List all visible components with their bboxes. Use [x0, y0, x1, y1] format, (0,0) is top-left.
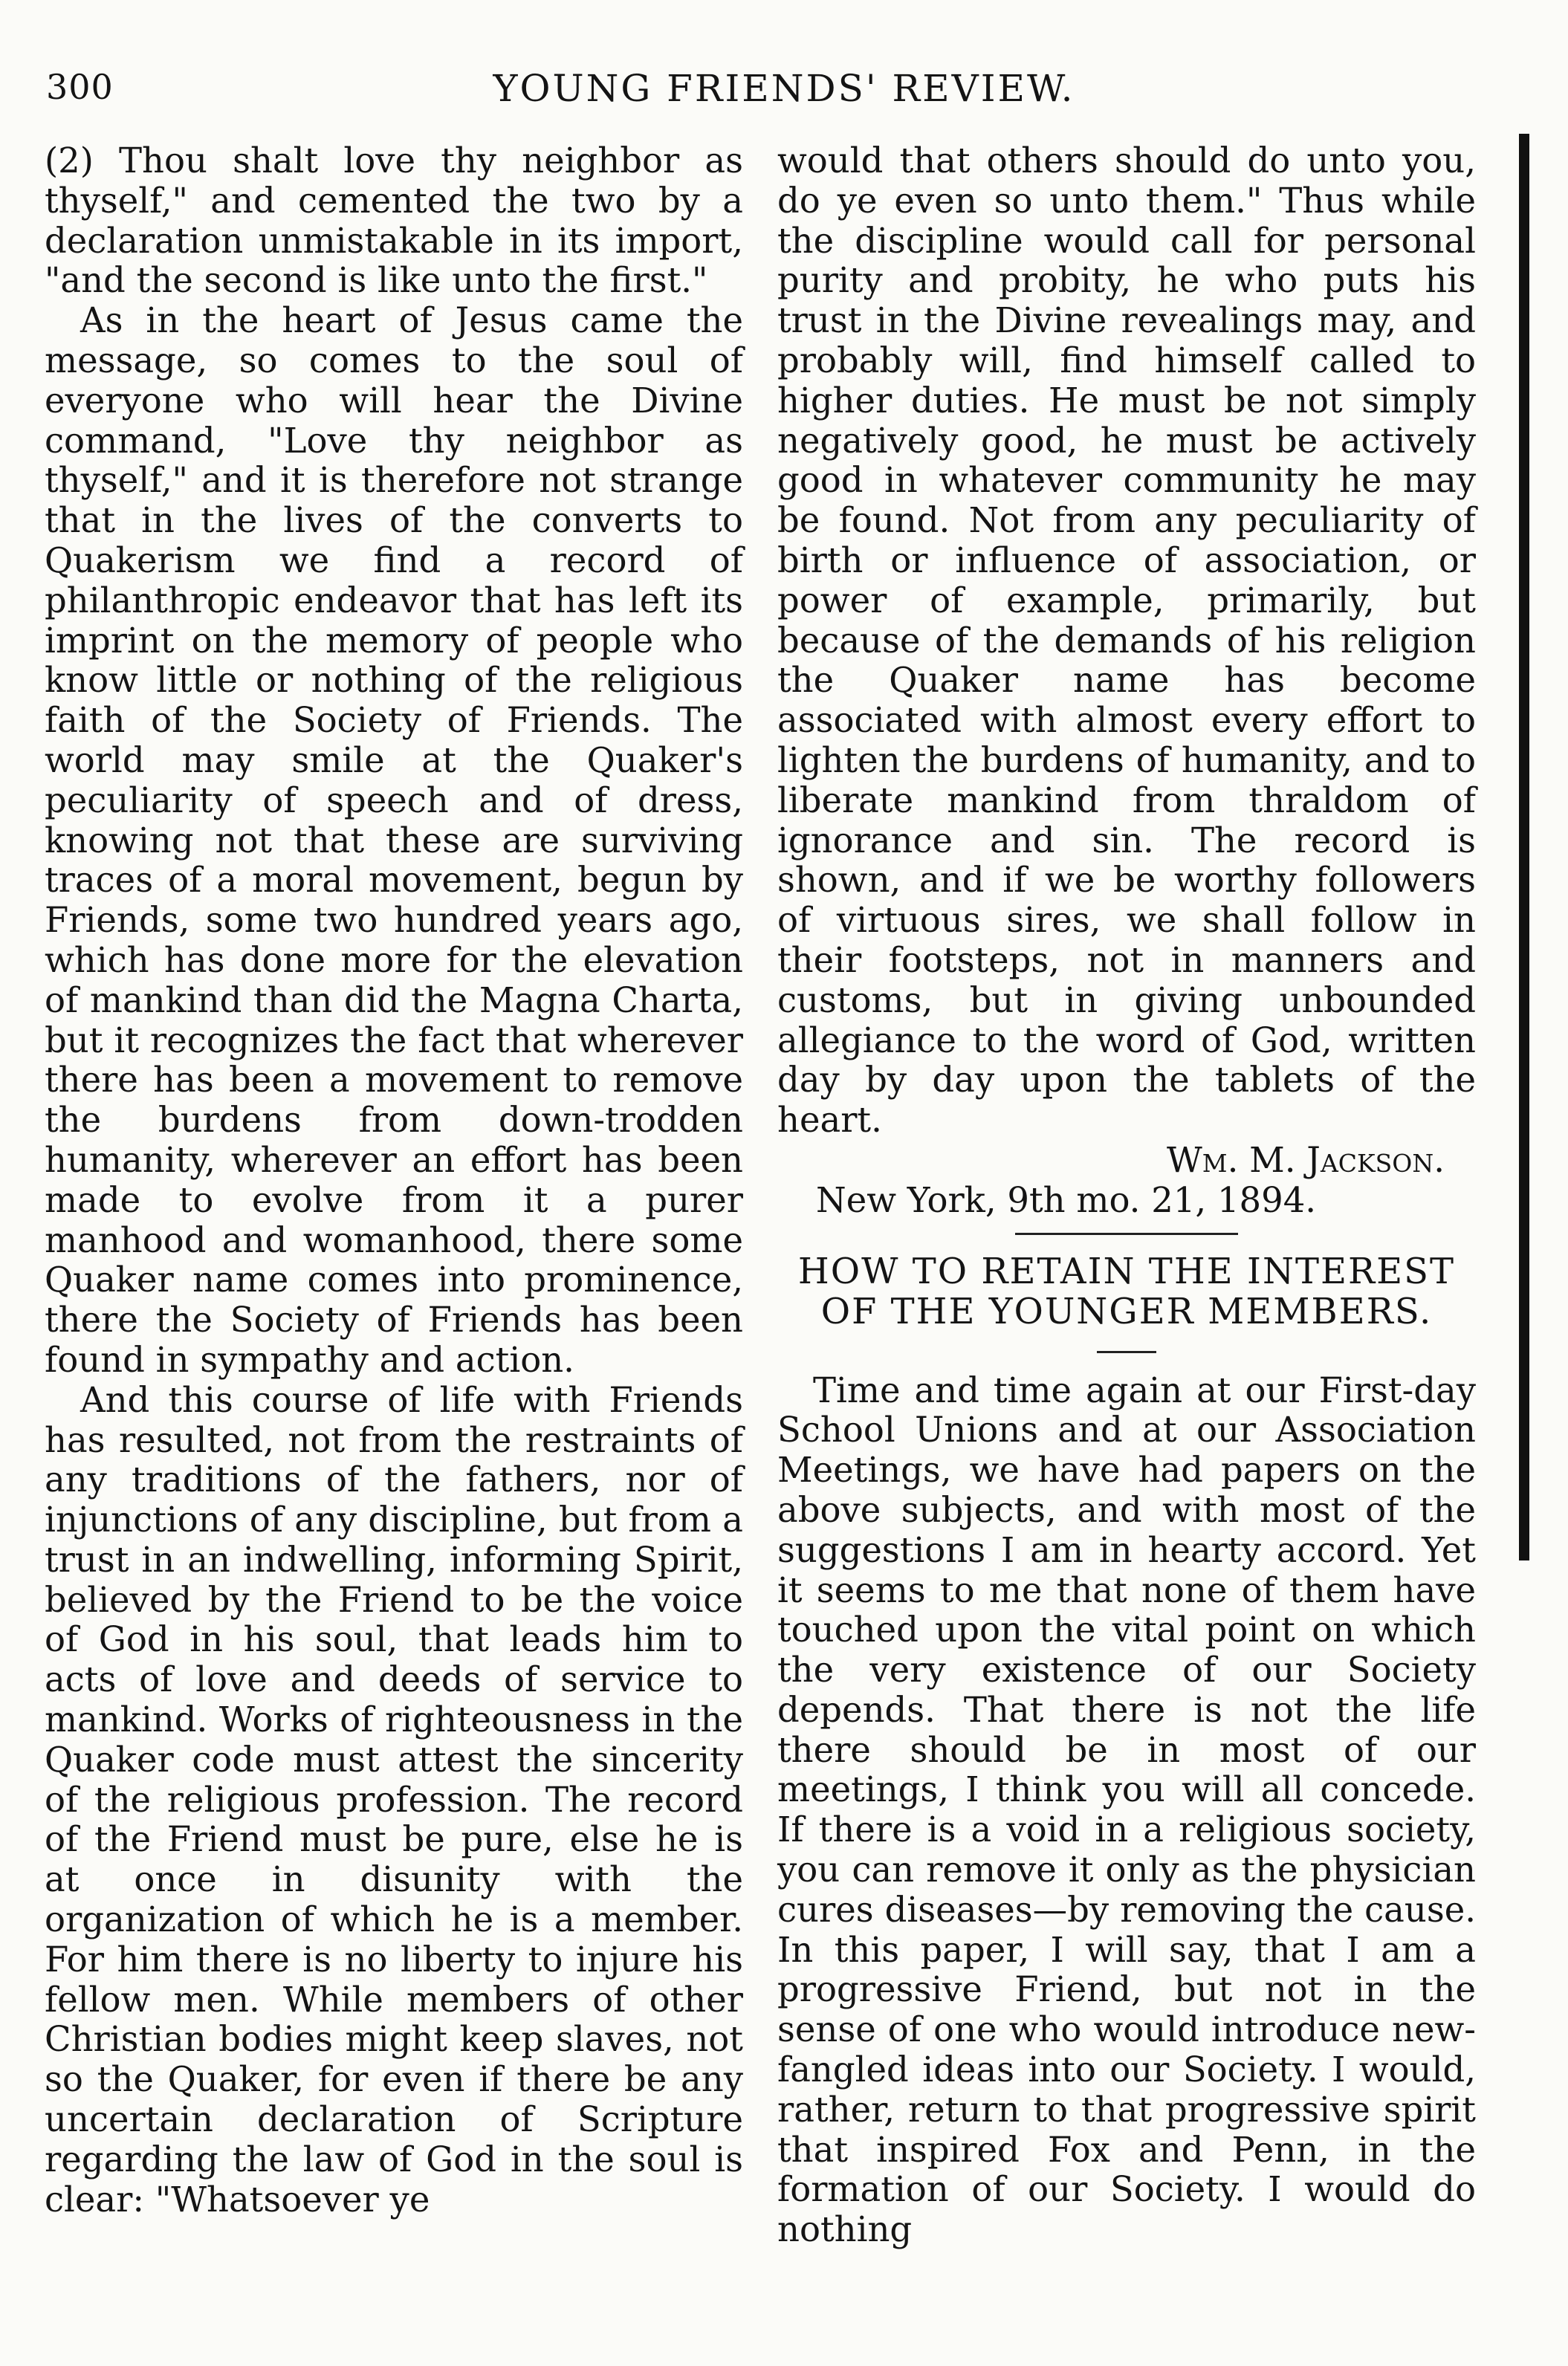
section-rule	[1015, 1233, 1238, 1235]
left-column	[45, 141, 743, 2220]
paragraph: would that others should do unto you, do ye even so unto them." Thus while the discipline would call for personal purity and probity, he who puts his trust in the Divine revealings may, and probably will, find himself called to higher duties. He must be not simply negatively good, he must be actively good in whatever community he may be found. Not from any peculiarity of birth or influence of association, or power of example, primarily, but because of the demands of his religion the Quaker name has become associated with almost every effort to lighten the burdens of humanity, and to liberate mankind from thraldom of ignorance and sin. The record is shown, and if we be worthy followers of virtuous sires, we shall follow in their footsteps, not in manners and customs, but in giving unbounded allegiance to the word of God, written day by day upon the tablets of the heart.	[777, 140, 1476, 1141]
paragraph: As in the heart of Jesus came the message, so comes to the soul of everyone who will hear the Divine command, "Love thy neighbor as thyself," and it is therefore not strange that in the lives of the converts to Quakerism we find a record of philanthropic endeavor that has left its imprint on the memory of people who know little or nothing of the religious faith of the Society of Friends. The world may smile at the Quaker's peculiarity of speech and of dress, knowing not that these are surviving traces of a moral movement, begun by Friends, some two hundred years ago, which has done more for the elevation of mankind than did the Magna Charta, but it recognizes the fact that wherever there has been a movement to remove the burdens from down-trodden humanity, wherever an effort has been made to evolve from it a purer manhood and womanhood, there some Quaker name comes into prominence, there the Society of Friends has been found in sympathy and action.	[45, 300, 743, 1380]
paragraph: Time and time again at our First-day School Unions and at our Association Meetings, we have had papers on the above subjects, and with most of the suggestions I am in hearty accord. Yet it seems to me that none of them have touched upon the vital point on which the very existence of our Society depends. That there is not the life there should be in most of our meetings, I think you will all concede. If there is a void in a religious society, you can remove it only as the physician cures diseases—by removing the cause. In this paper, I will say, that I am a progressive Friend, but not in the sense of one who would introduce new-fangled ideas into our Society. I would, rather, return to that progressive spirit that inspired Fox and Penn, in the formation of our Society. I would do nothing	[777, 1370, 1476, 2250]
title-rule	[1097, 1351, 1156, 1353]
running-head: YOUNG FRIENDS' REVIEW.	[493, 67, 1075, 110]
page-number: 300	[46, 67, 114, 107]
binding-edge-shadow	[1519, 134, 1529, 1560]
paragraph: And this course of life with Friends has resulted, not from the restraints of any traditions of the fathers, nor of injunctions of any discipline, but from a trust in an indwelling, informing Spirit, believed by the Friend to be the voice of God in his soul, that leads him to acts of love and deeds of service to mankind. Works of righteousness in the Quaker code must attest the sincerity of the religious profession. The record of the Friend must be pure, else he is at once in disunity with the organization of which he is a member. For him there is no liberty to injure his fellow men. While members of other Christian bodies might keep slaves, not so the Quaker, for even if there be any uncertain declaration of Scripture regarding the law of God in the soul is clear: "Whatsoever ye	[45, 1379, 743, 2220]
signature: Wm. M. Jackson.	[1166, 1139, 1445, 1180]
dateline: New York, 9th mo. 21, 1894.	[816, 1179, 1317, 1220]
right-column	[777, 141, 1476, 2250]
article-title: HOW TO RETAIN THE INTEREST OF THE YOUNGER MEMBERS.	[797, 1250, 1456, 1332]
paragraph: (2) Thou shalt love thy neighbor as thyself," and cemented the two by a declaration unmistakable in its import, "and the second is like unto the first."	[45, 140, 743, 301]
